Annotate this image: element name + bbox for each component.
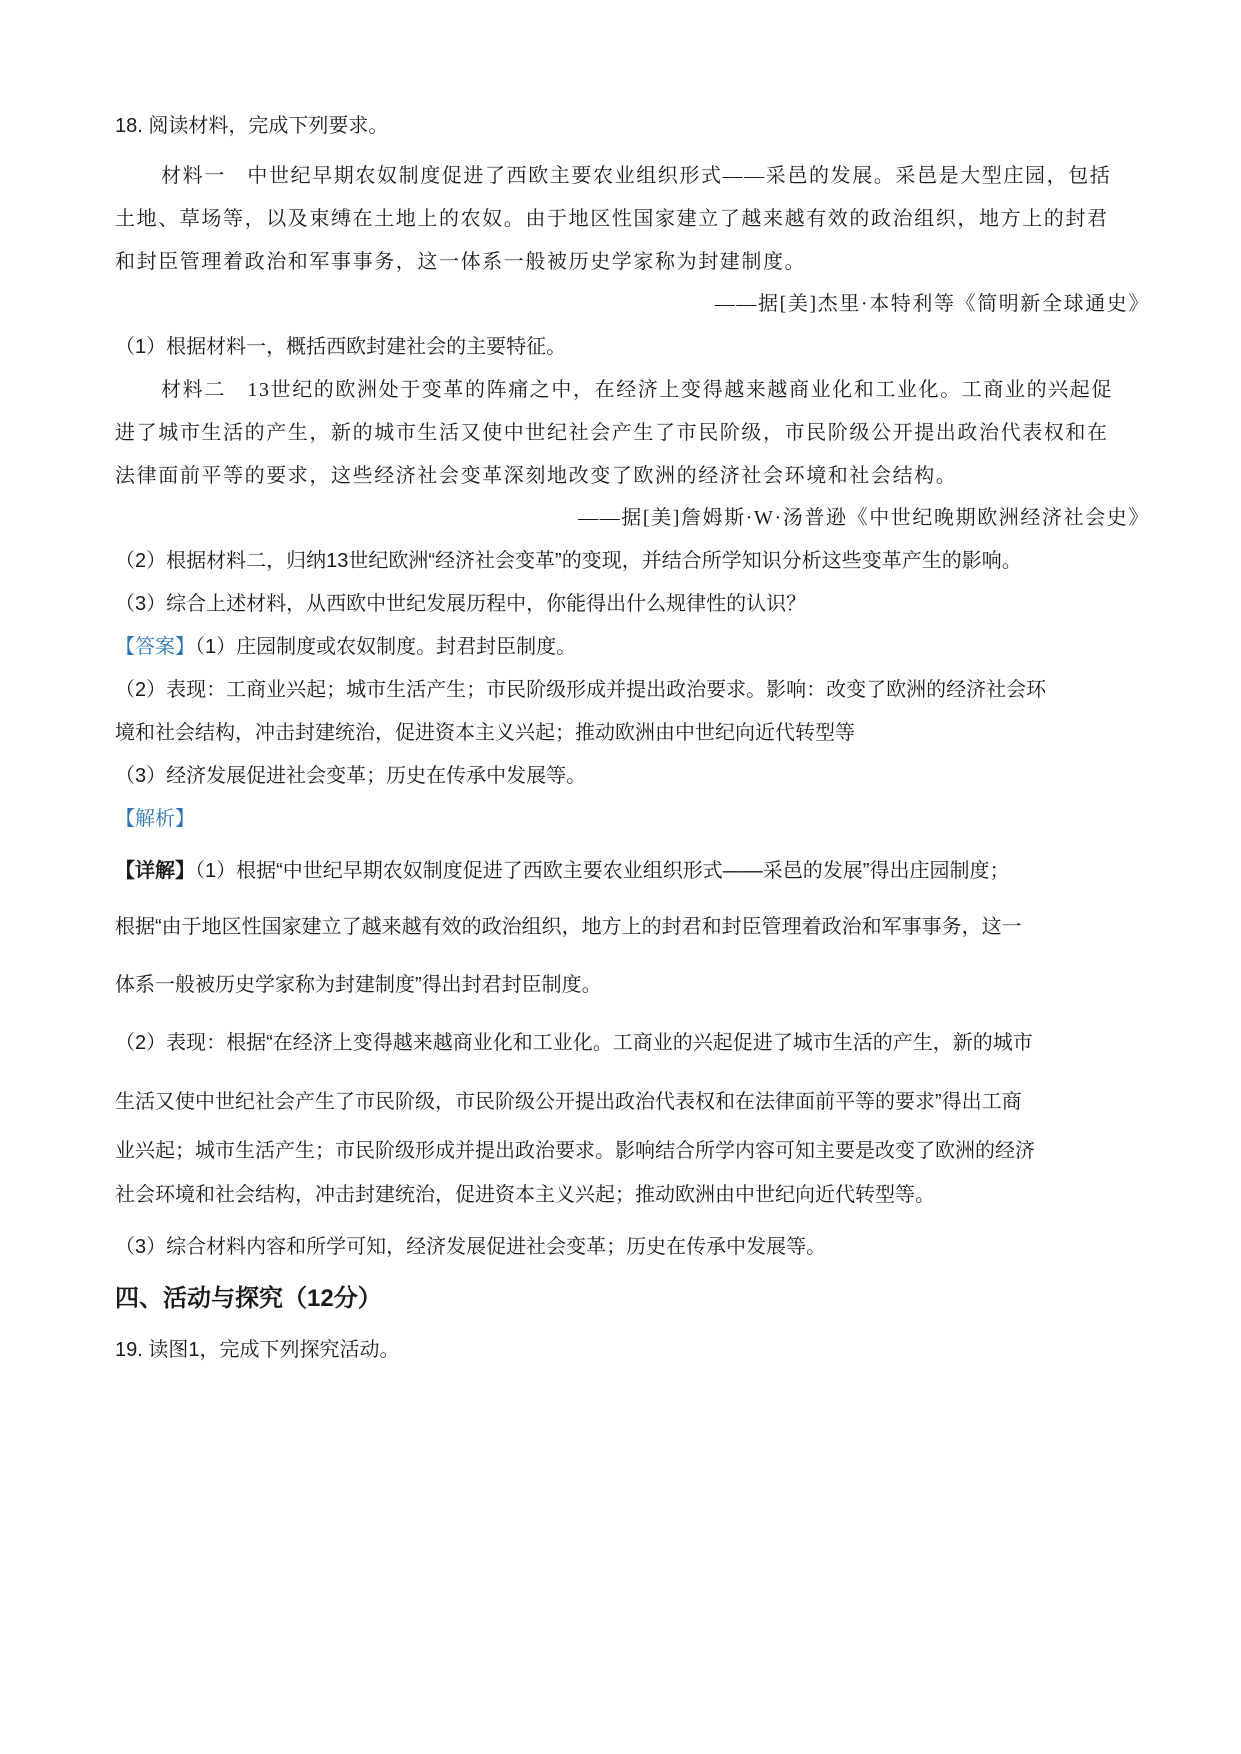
- question-19-title: 19. 读图1，完成下列探究活动。: [115, 1339, 400, 1361]
- sub-question-1: （1）根据材料一，概括西欧封建社会的主要特征。: [115, 336, 567, 358]
- material-2-line: 进了城市生活的产生，新的城市生活又使中世纪社会产生了市民阶级，市民阶级公开提出政治代表权和在: [115, 422, 1109, 444]
- answer-3: （3）经济发展促进社会变革；历史在传承中发展等。: [115, 765, 587, 787]
- material-1-line: 土地、草场等，以及束缚在土地上的农奴。由于地区性国家建立了越来越有效的政治组织，地方上的封君: [115, 208, 1109, 230]
- detail-2-line: 业兴起；城市生活产生；市民阶级形成并提出政治要求。影响结合所学内容可知主要是改变了欧洲的经济: [115, 1140, 1035, 1162]
- detail-tag: 【详解】: [115, 860, 195, 882]
- detail-1-first: （1）根据“中世纪早期农奴制度促进了西欧主要农业组织形式——采邑的发展”得出庄园制度；: [195, 860, 1010, 882]
- answer-2-line: （2）表现：工商业兴起；城市生活产生；市民阶级形成并提出政治要求。影响：改变了欧洲的经济社会环: [115, 679, 1047, 701]
- detail-2-line: 社会环境和社会结构，冲击封建统治，促进资本主义兴起；推动欧洲由中世纪向近代转型等。: [115, 1184, 935, 1206]
- detail-line-1: [115, 857, 1009, 885]
- material-2-line: 材料二 13世纪的欧洲处于变革的阵痛之中，在经济上变得越来越商业化和工业化。工商业的兴起促: [161, 379, 1113, 401]
- answer-tag: 【答案】: [115, 636, 195, 658]
- detail-2-line: （2）表现：根据“在经济上变得越来越商业化和工业化。工商业的兴起促进了城市生活的产生，新的城市: [115, 1032, 1033, 1054]
- material-2-line: 法律面前平等的要求，这些经济社会变革深刻地改变了欧洲的经济社会环境和社会结构。: [115, 465, 958, 487]
- sub-question-2: （2）根据材料二，归纳13世纪欧洲“经济社会变革”的变现，并结合所学知识分析这些变革产生的影响。: [115, 550, 1022, 572]
- answer-line-1: [115, 633, 576, 661]
- detail-2-line: 生活又使中世纪社会产生了市民阶级，市民阶级公开提出政治代表权和在法律面前平等的要求”得出工商: [115, 1091, 1022, 1113]
- answer-2-line: 境和社会结构，冲击封建统治，促进资本主义兴起；推动欧洲由中世纪向近代转型等: [115, 722, 855, 744]
- question-18-title: 18. 阅读材料，完成下列要求。: [115, 115, 389, 137]
- detail-3: （3）综合材料内容和所学可知，经济发展促进社会变革；历史在传承中发展等。: [115, 1236, 827, 1258]
- section-4-heading: 四、活动与探究（12分）: [115, 1285, 382, 1312]
- detail-1-line: 体系一般被历史学家称为封建制度”得出封君封臣制度。: [115, 974, 602, 996]
- material-1-line: 和封臣管理着政治和军事事务，这一体系一般被历史学家称为封建制度。: [115, 251, 807, 273]
- answer-1: （1）庄园制度或农奴制度。封君封臣制度。: [195, 636, 577, 658]
- detail-1-line: 根据“由于地区性国家建立了越来越有效的政治组织，地方上的封君和封臣管理着政治和军事事务，这一: [115, 916, 1022, 938]
- material-1-source: ——据[美]杰里·本特利等《简明新全球通史》: [714, 293, 1150, 315]
- analysis-tag: 【解析】: [115, 808, 195, 830]
- sub-question-3: （3）综合上述材料，从西欧中世纪发展历程中，你能得出什么规律性的认识？: [115, 593, 807, 615]
- material-2-source: ——据[美]詹姆斯·W·汤普逊《中世纪晚期欧洲经济社会史》: [578, 507, 1150, 529]
- material-1-line: 材料一 中世纪早期农奴制度促进了西欧主要农业组织形式——采邑的发展。采邑是大型庄园，包括: [161, 165, 1112, 187]
